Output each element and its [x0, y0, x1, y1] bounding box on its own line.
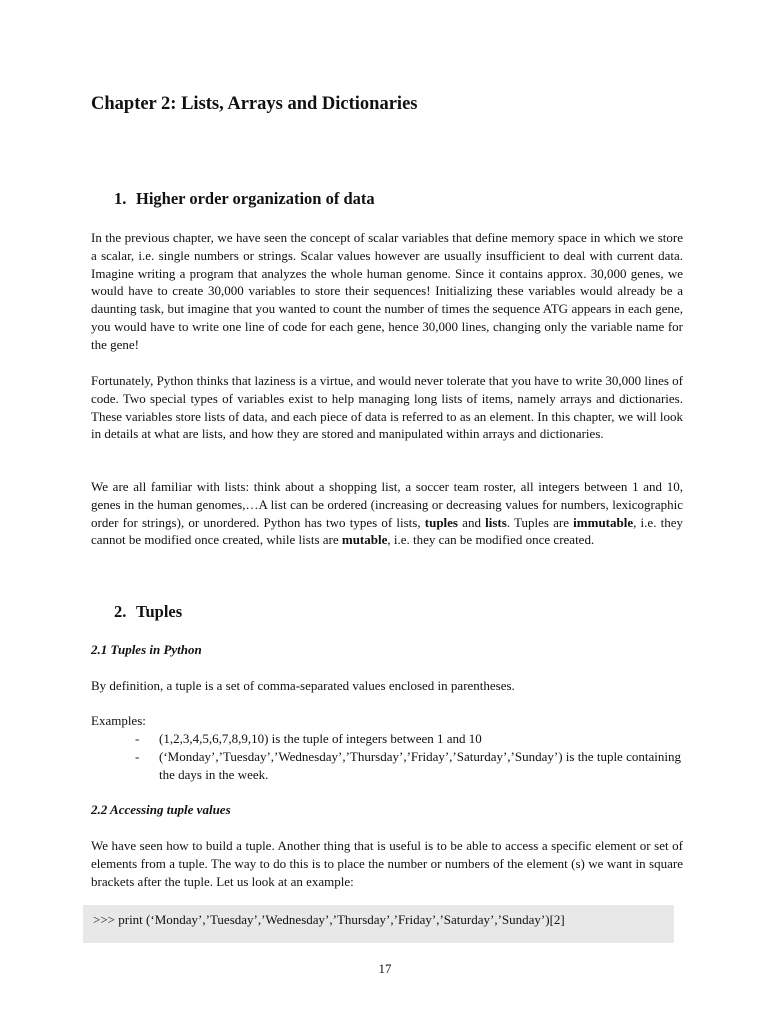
code-block: [83, 905, 674, 943]
list-item-text: (1,2,3,4,5,6,7,8,9,10) is the tuple of integers between 1 and 10: [159, 731, 482, 746]
term-immutable: immutable: [573, 514, 634, 530]
code-line: >>> print (‘Monday’,’Tuesday’,’Wednesday’,’Thursday’,’Friday’,’Saturday’,’Sunday’)[2]: [93, 912, 565, 927]
bullet-dash: -: [135, 731, 140, 746]
text-run: , i.e. they cannot be modified once created, while lists are: [91, 514, 684, 548]
example-list: [91, 730, 683, 783]
section-title: Tuples: [136, 602, 183, 621]
list-item: [91, 730, 683, 748]
bullet-dash: -: [135, 748, 140, 764]
term-mutable: mutable: [341, 532, 388, 548]
term-lists: lists: [485, 514, 507, 530]
page-number: 17: [378, 961, 392, 976]
list-item: [91, 748, 683, 784]
section-number: 1.: [114, 189, 127, 208]
section-number: 2.: [114, 602, 127, 621]
paragraph-accessing-tuples: We have seen how to build a tuple. Another thing that is useful is to be able to access a specific element or set of elements from a tuple. The way to do this is to place the number or numbers of the element (s) we want in square brackets after the tuple. Let us look at an example:: [91, 838, 683, 889]
subsection-heading-2-2: 2.2 Accessing tuple values: [91, 802, 231, 817]
text-run: We are all familiar with lists: think about a shopping list, a soccer team roster, all integers between 1 and 10, genes in the human genomes,…A list can be ordered (increasing or decreasing values for numbers, lexicographic order for strings), or unordered. Python has two types of lists,: [91, 479, 683, 530]
paragraph-lists: [91, 478, 683, 549]
examples-label: Examples:: [91, 713, 146, 728]
section-heading-2: [114, 602, 182, 622]
text-run: and: [458, 514, 486, 530]
section-title: Higher order organization of data: [136, 189, 375, 208]
text-run: , i.e. they can be modified once created.: [387, 532, 595, 548]
paragraph-tuple-definition: By definition, a tuple is a set of comma-separated values enclosed in parentheses.: [91, 678, 515, 693]
list-item-text: (‘Monday’,’Tuesday’,’Wednesday’,’Thursday’,’Friday’,’Saturday’,’Sunday’) is the tuple containing the days in the week.: [159, 748, 681, 782]
term-tuples: tuples: [424, 514, 458, 530]
text-run: . Tuples are: [506, 514, 574, 530]
paragraph-intro: In the previous chapter, we have seen the concept of scalar variables that define memory space in which we store a scalar, i.e. single numbers or strings. Scalar values however are usually insufficient to deal with current data. Imagine writing a program that analyzes the whole human genome. Since it contains approx. 30,000 genes, we would have to create 30,000 variables to store their sequences! Initializing these variables would already be a daunting task, but imagine that you wanted to count the number of times the sequence ATG appears in each gene, you would have to write one line of code for each gene, hence 30,000 lines, changing only the variable name for the gene!: [91, 230, 683, 352]
section-heading-1: [114, 189, 375, 209]
subsection-heading-2-1: 2.1 Tuples in Python: [91, 642, 202, 657]
chapter-title: Chapter 2: Lists, Arrays and Dictionaries: [91, 94, 418, 114]
paragraph-fortunately: Fortunately, Python thinks that laziness is a virtue, and would never tolerate that you have to write 30,000 lines of code. Two special types of variables exist to help managing long lists of items, namely arrays and dictionaries. These variables store lists of data, and each piece of data is referred to as an element. In this chapter, we will look in details at what are lists, and how they are stored and manipulated within arrays and dictionaries.: [91, 373, 683, 442]
